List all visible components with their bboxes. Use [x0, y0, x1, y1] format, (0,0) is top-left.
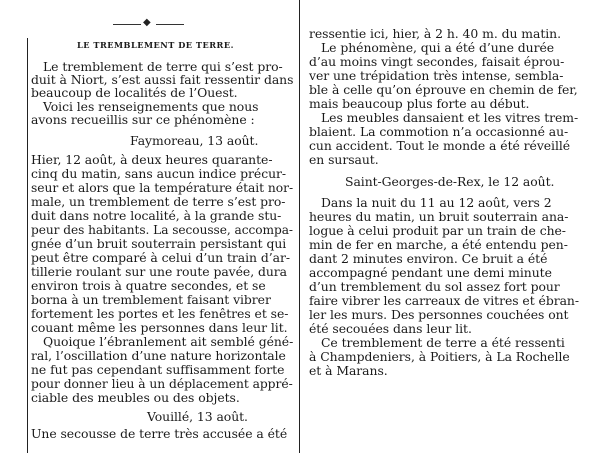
- text-line: Voici les renseignements que nous: [43, 99, 259, 114]
- left-border: [27, 38, 28, 453]
- dateline: Vouillé, 13 août.: [147, 409, 248, 424]
- text-line: et à Marans.: [309, 363, 388, 378]
- text-line: à Champdeniers, à Poitiers, à La Rochelle: [309, 349, 570, 364]
- text-line: logue à celui produit par un train de che-: [309, 223, 566, 238]
- text-line: min de fer en marche, a été entendu pen-: [309, 237, 568, 252]
- text-line: borna à un tremblement faisant vibrer: [31, 292, 271, 307]
- dateline: Faymoreau, 13 août.: [130, 133, 259, 148]
- text-line: ble à celle qu’on éprouve en chemin de fer,: [309, 82, 578, 97]
- dateline: Saint-Georges-de-Rex, le 12 août.: [345, 174, 555, 189]
- text-line: mais beaucoup plus forte au début.: [309, 96, 530, 111]
- text-line: duit dans notre localité, à la grande stu-: [31, 208, 282, 223]
- ornament-icon: ◆: [143, 17, 151, 28]
- text-line: accompagné pendant une demi minute: [309, 265, 552, 280]
- text-line: peur des habitants. La secousse, accompa-: [31, 222, 293, 237]
- text-line: pour donner lieu à un déplacement appré-: [31, 376, 293, 391]
- text-line: duit à Niort, s’est aussi fait ressentir dans: [31, 72, 294, 87]
- text-line: Une secousse de terre très accusée a été: [31, 426, 288, 441]
- text-line: Le phénomène, qui a été d’une durée: [321, 40, 555, 55]
- text-line: couant même les personnes dans leur lit.: [31, 320, 288, 335]
- text-line: Le tremblement de terre qui s’est pro-: [43, 59, 283, 74]
- text-line: cinq du matin, sans aucun indice précur-: [31, 166, 287, 181]
- text-line: ral, l’oscillation d’une nature horizontale: [31, 348, 286, 363]
- text-line: ler les murs. Des personnes couchées ont: [309, 307, 569, 322]
- text-line: d’un tremblement du sol assez fort pour: [309, 279, 560, 294]
- text-line: Dans la nuit du 11 au 12 août, vers 2: [321, 195, 552, 210]
- article-title: LE TREMBLEMENT DE TERRE.: [77, 40, 234, 50]
- text-line: fortement les portes et les fenêtres et se-: [31, 306, 289, 321]
- text-line: male, un tremblement de terre s’est pro-: [31, 194, 286, 209]
- text-line: dant 2 minutes environ. Ce bruit a été: [309, 251, 548, 266]
- text-line: seur et alors que la température était nor-: [31, 180, 294, 195]
- text-line: été secouées dans leur lit.: [309, 321, 472, 336]
- text-line: en sursaut.: [309, 152, 379, 167]
- text-line: Quoique l’ébranlement ait semblé géné-: [43, 334, 294, 349]
- column-divider: [299, 0, 300, 453]
- text-line: heures du matin, un bruit souterrain ana-: [309, 209, 569, 224]
- text-line: d’au moins vingt secondes, faisait éprou-: [309, 54, 565, 69]
- text-line: ne fut pas cependant suffisamment forte: [31, 362, 285, 377]
- text-line: beaucoup de localités de l’Ouest.: [31, 85, 238, 100]
- text-line: Les meubles dansaient et les vitres trem-: [321, 110, 579, 125]
- text-line: avons recueillis sur ce phénomène :: [31, 112, 255, 127]
- text-line: ciable des meubles ou des objets.: [31, 390, 240, 405]
- text-line: ressentie ici, hier, à 2 h. 40 m. du matin.: [309, 26, 561, 41]
- text-line: ver une trépidation très intense, sembla-: [309, 68, 564, 83]
- text-line: peut être comparé à celui d’un train d’ar-: [31, 250, 290, 265]
- text-line: cun accident. Tout le monde a été réveillé: [309, 138, 571, 153]
- text-line: gnée d’un bruit souterrain persistant qui: [31, 236, 287, 251]
- text-line: blaient. La commotion n’a occasionné au-: [309, 124, 569, 139]
- text-line: Ce tremblement de terre a été ressenti: [321, 335, 565, 350]
- text-line: tillerie roulant sur une route pavée, dura: [31, 264, 287, 279]
- top-rule-left: [113, 24, 141, 25]
- top-rule-right: [156, 24, 184, 25]
- text-line: Hier, 12 août, à deux heures quarante-: [31, 152, 273, 167]
- text-line: environ trois à quatre secondes, et se: [31, 278, 266, 293]
- text-line: faire vibrer les carreaux de vitres et ébran-: [309, 293, 579, 308]
